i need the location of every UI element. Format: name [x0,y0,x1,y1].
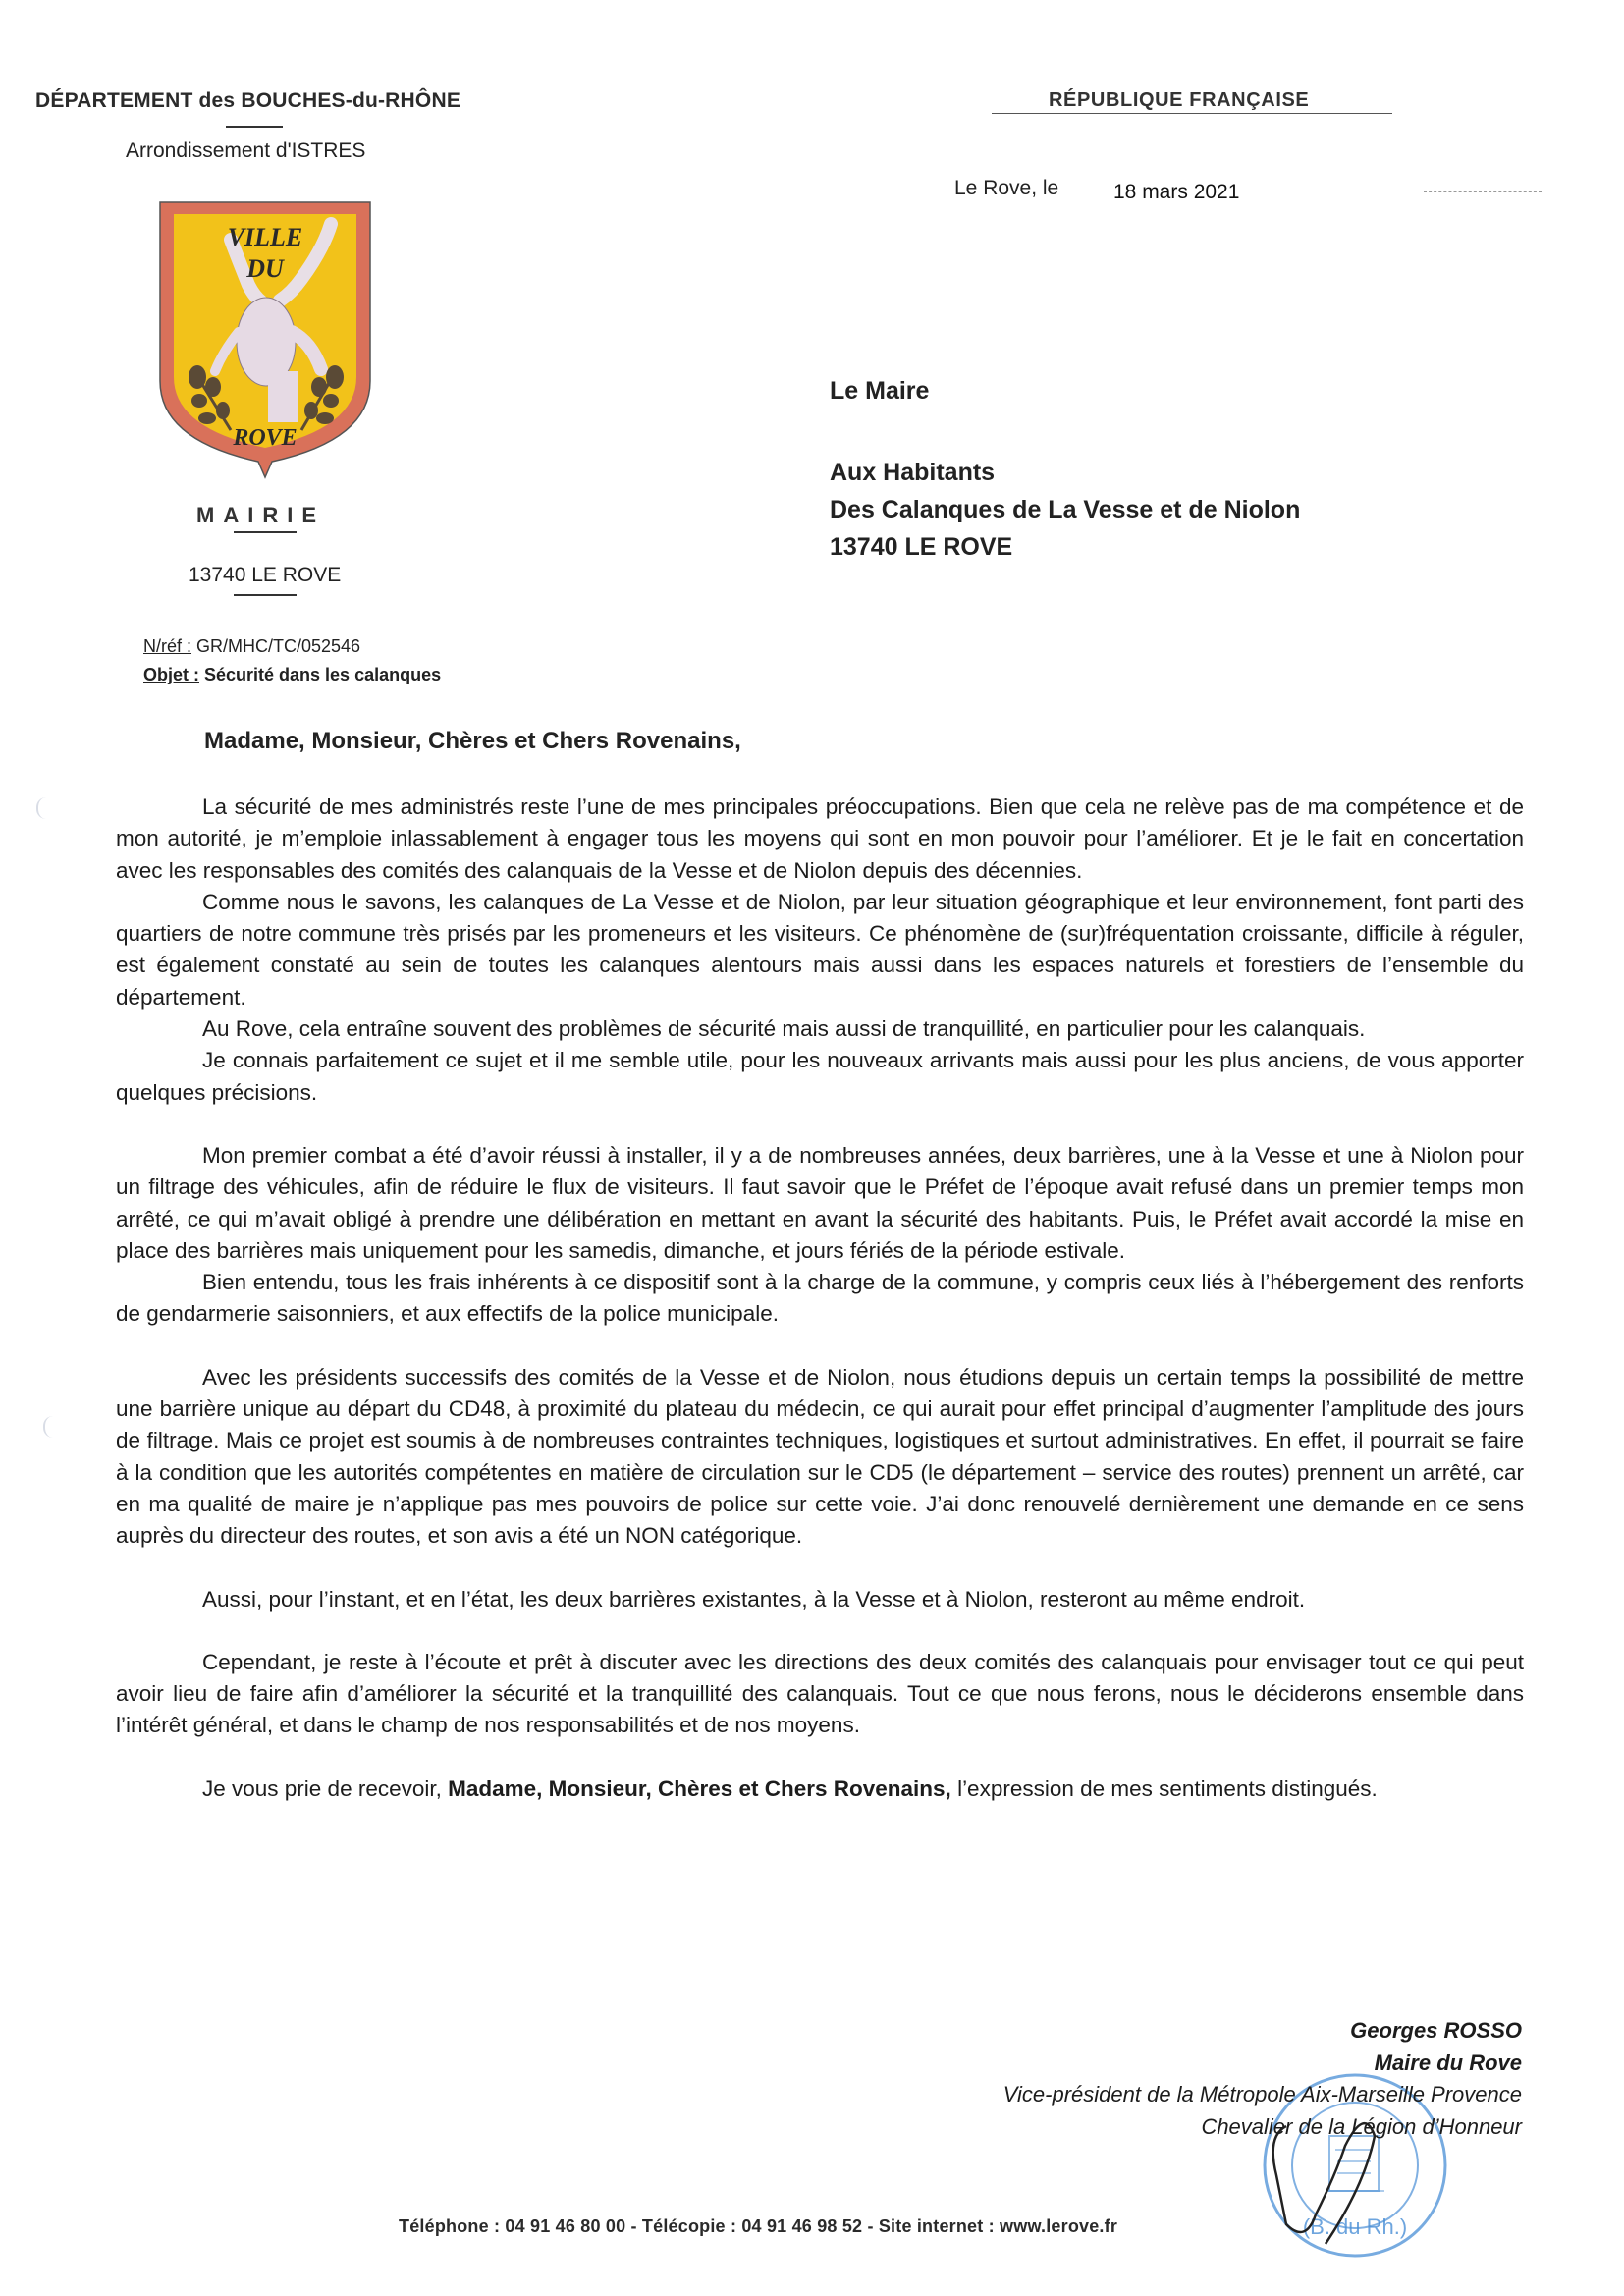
paragraph: Bien entendu, tous les frais inhérents à ce dispositif sont à la charge de la commune, y compris ceux liés à l’hébergement des renforts de gendarmerie saisonniers, et aux effectifs de la police municipale. [116,1270,1524,1327]
recipient-line-1: Aux Habitants [830,459,996,486]
crest-text-du: DU [246,254,284,283]
closing-prefix: Je vous prie de recevoir, [202,1776,449,1801]
mairie-label: MAIRIE [196,503,325,527]
letter-date: 18 mars 2021 [1113,181,1240,203]
letter-body [116,792,1524,1805]
divider [234,531,297,533]
paragraph: Au Rove, cela entraîne souvent des problèmes de sécurité mais aussi de tranquillité, en particulier pour les calanquais. [202,1016,1366,1042]
divider [992,113,1392,114]
paragraph: Cependant, je reste à l’écoute et prêt à discuter avec les directions des deux comités des calanquais pour envisager tout ce qui peut avoir lieu de faire afin d’améliorer la sécurité et la tranquillité des calanquais. Tout ce que nous ferons, nous le déciderons ensemble dans l’intérêt général, et dans le champ de nos responsabilités et de nos moyens. [116,1649,1524,1738]
arrondissement: Arrondissement d'ISTRES [126,139,366,162]
closing-bold: Madame, Monsieur, Chères et Chers Rovenains, [448,1776,951,1801]
signatory-title: Maire du Rove [1374,2050,1522,2075]
divider [234,594,297,596]
recipient-line-2: Des Calanques de La Vesse et de Niolon [830,496,1301,523]
subject-value: Sécurité dans les calanques [199,665,442,684]
crest-text-ville: VILLE [227,223,303,251]
footer-contact: Téléphone : 04 91 46 80 00 - Télécopie : 04 91 46 98 52 - Site internet : www.lerove.fr [399,2216,1118,2236]
scan-mark [43,1416,55,1438]
sender-postcode-city: 13740 LE ROVE [189,564,342,586]
paragraph: Je connais parfaitement ce sujet et il me semble utile, pour les nouveaux arrivants mais aussi pour les plus anciens, de vous apporter quelques précisions. [116,1048,1524,1105]
republic-heading: RÉPUBLIQUE FRANÇAISE [1049,89,1310,111]
subject-label: Objet : [143,665,199,684]
department-heading: DÉPARTEMENT des BOUCHES-du-RHÔNE [35,89,461,112]
divider [226,126,283,128]
recipient-line-3: 13740 LE ROVE [830,533,1013,561]
paragraph: Avec les présidents successifs des comités de la Vesse et de Niolon, nous étudions depuis un certain temps la possibilité de mettre une barrière unique au départ du CD48, à proximité du plateau du médecin, ce qui aurait pour effet principal d’augmenter l’amplitude des jours de filtrage. Mais ce projet est soumis à de nombreuses contraintes techniques, logistiques et surtout administratives. En effet, il pourrait se faire à la condition que les autorités compétentes en matière de circulation sur le CD5 (le département – service des routes) prennent un arrêté, car en ma qualité de maire je n’applique pas mes pouvoirs de police sur cette voie. J’ai donc renouvelé dernièrement une demande en ce sens auprès du directeur des routes, et son avis a été un NON catégorique. [116,1364,1524,1549]
salutation: Madame, Monsieur, Chères et Chers Rovenains, [204,728,741,754]
sender-title: Le Maire [830,377,930,405]
paragraph: Mon premier combat a été d’avoir réussi à installer, il y a de nombreuses années, deux barrières, une à la Vesse et une à Niolon pour un filtrage des véhicules, afin de réduire le flux de visiteurs. Il faut savoir que le Préfet de l’époque avait refusé dans un premier temps mon arrêté, ce qui m’avait obligé à prendre une délibération en mettant en avant la sécurité des habitants. Puis, le Préfet avait accordé la mise en place des barrières mais uniquement pour les samedis, dimanche, et jours fériés de la période estivale. [116,1142,1524,1263]
reference-label: N/réf : [143,636,192,656]
paragraph: Comme nous le savons, les calanques de La Vesse et de Niolon, par leur situation géographique et leur environnement, font parti des quartiers de notre commune très prisés par les promeneurs et les visiteurs. Ce phénomène de (sur)fréquentation croissante, difficile à réguler, est également constaté au sein de toutes les calanques alentours mais aussi dans les espaces naturels et forestiers de l’ensemble du département. [116,889,1524,1010]
paragraph: La sécurité de mes administrés reste l’une de mes principales préoccupations. Bien que cela ne relève pas de ma compétence et de mon autorité, je m’emploie inlassablement à engager tous les moyens qui sont en mon pouvoir pour l’améliorer. Et je le fait en concertation avec les responsables des comités des calanquais de la Vesse et de Niolon depuis des décennies. [116,794,1524,883]
signatory-role: Vice-président de la Métropole Aix-Marseille Provence [1002,2082,1522,2106]
signatory-honour: Chevalier de la Légion d’Honneur [1201,2113,1522,2139]
crest-text-rove: ROVE [233,425,298,451]
dotted-line [1424,191,1542,193]
signatory-name: Georges ROSSO [1350,2018,1522,2043]
paragraph: Aussi, pour l’instant, et en l’état, les deux barrières existantes, à la Vesse et à Niolon, resteront au même endroit. [202,1586,1306,1612]
reference-value: GR/MHC/TC/052546 [191,636,361,656]
signature-block [1003,2015,1522,2143]
reference-line [143,636,360,657]
closing-paragraph [116,1774,1524,1805]
stamp-text: (B. du Rh.) [1302,2214,1408,2239]
scan-mark [36,797,48,819]
closing-suffix: l’expression de mes sentiments distingués. [950,1776,1378,1801]
recipient-address [830,454,1300,566]
city-crest-logo [154,194,376,479]
subject-line [143,665,441,685]
date-label: Le Rove, le [954,177,1059,199]
